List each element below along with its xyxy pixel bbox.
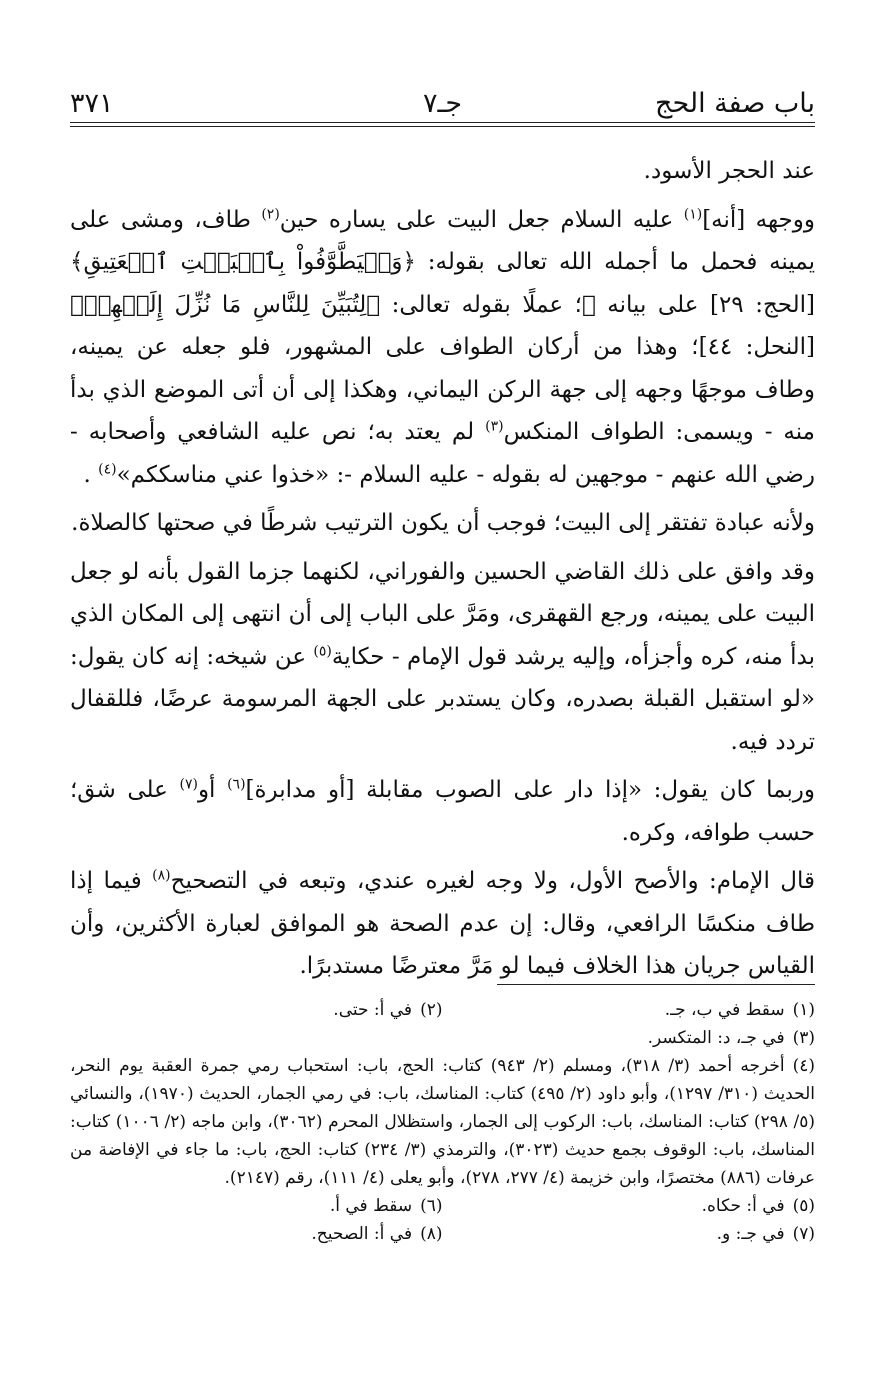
footnote-number: (٥) — [792, 1196, 815, 1216]
text-run: لم يعتد به؛ نص عليه الشافعي وأصحابه - رضي الله عنهم - موجهين له بقوله - عليه السلام -: «خذوا عني مناسككم» — [70, 419, 815, 488]
footnote-marker[interactable]: (٥) — [313, 642, 332, 659]
footnote-marker[interactable]: (٨) — [152, 867, 171, 884]
footnote-number: (٧) — [792, 1224, 815, 1244]
footnote-text: في أ: حكاه. — [701, 1196, 785, 1216]
page-number: ٣٧١ — [70, 88, 114, 119]
running-header — [70, 78, 815, 122]
footnote-marker[interactable]: (١) — [683, 205, 703, 222]
footnote-text: في أ: حتى. — [333, 1000, 413, 1020]
text-run: ووجهه [أنه] — [702, 206, 815, 233]
paragraph — [70, 199, 815, 497]
footnote-marker[interactable]: (٢) — [261, 205, 280, 222]
main-text — [70, 150, 815, 994]
text-run: فيما إذا طاف منكسًا الرافعي، وقال: إن عدم الصحة هو الموافق لعبارة الأكثرين، وأن القياس جريان هذا الخلاف فيما لو مَرَّ معترضًا مستدبرًا. — [70, 868, 815, 979]
footnote — [443, 1220, 816, 1248]
footnote-text: في أ: الصحيح. — [311, 1224, 413, 1244]
footnote-separator — [497, 984, 815, 985]
footnote — [70, 1024, 815, 1052]
text-run: طاف، ومشى على يمينه فحمل ما أجمله الله تعالى بقوله: ﴿وَلۡيَطَّوَّفُواْ بِٱلۡبَيۡتِ ٱلۡعَتِيقِ﴾ [الحج: ٢٩] على بيانه ﷺ؛ عملًا بقوله تعالى: ﴿لِتُبَيِّنَ لِلنَّاسِ مَا نُزِّلَ إِلَيۡهِمۡ﴾ [النحل: ٤٤]؛ وهذا من أركان الطواف على المشهور، فلو جعله عن يمينه، وطاف موجهًا وجهه إلى جهة الركن اليماني، وهكذا إلى أن أتى الموضع الذي بدأ منه - ويسمى: الطواف المنكس — [70, 206, 816, 445]
footnote-row — [70, 1220, 815, 1248]
footnote-text: سقط في ب، جـ. — [664, 1000, 785, 1020]
text-run: أو — [197, 777, 228, 803]
text-run: عن شيخه: إنه كان يقول: «لو استقبل القبلة بصدره، وكان يستدبر على الجهة المرسومة عرضًا، فللقفال تردد فيه. — [70, 643, 815, 755]
footnote-text: في جـ: و. — [716, 1224, 785, 1244]
paragraph — [70, 551, 815, 764]
header-rule — [70, 122, 815, 127]
footnote-marker[interactable]: (٣) — [485, 418, 504, 435]
footnote-number: (٨) — [420, 1224, 443, 1244]
footnote-number: (١) — [792, 1000, 815, 1020]
paragraph — [70, 502, 815, 545]
footnote — [443, 1192, 816, 1220]
footnote-marker[interactable]: (٤) — [98, 460, 117, 477]
footnote — [70, 1220, 443, 1248]
text-run: وربما كان يقول: «إذا دار على الصوب مقابلة [أو مدابرة] — [245, 777, 815, 803]
volume-label: جـ٧ — [422, 88, 463, 119]
footnote — [70, 1192, 443, 1220]
footnote — [70, 1052, 815, 1192]
paragraph — [70, 150, 815, 193]
text-run: عليه السلام جعل البيت على يساره حين — [279, 206, 684, 233]
text-run: وقد وافق على ذلك القاضي الحسين والفوراني، لكنهما جزما القول بأنه لو جعل البيت على يمينه، ورجع القهقرى، ومَرَّ على الباب إلى أن انتهى إلى المكان الذي بدأ منه، كره وأجزأه، وإليه يرشد قول الإمام - حكاية — [70, 558, 815, 670]
footnote — [443, 996, 816, 1024]
footnote-number: (٦) — [420, 1196, 443, 1216]
footnote — [70, 996, 443, 1024]
footnotes — [70, 996, 815, 1248]
text-run: ولأنه عبادة تفتقر إلى البيت؛ فوجب أن يكون الترتيب شرطًا في صحتها كالصلاة. — [71, 510, 815, 536]
paragraph — [70, 769, 815, 854]
footnote-number: (٣) — [792, 1028, 815, 1048]
text-run: على شق؛ حسب طوافه، وكره. — [70, 777, 815, 846]
footnote-number: (٢) — [420, 1000, 443, 1020]
footnote-marker[interactable]: (٦) — [227, 776, 246, 793]
footnote-row — [70, 996, 815, 1024]
footnote-marker[interactable]: (٧) — [179, 776, 198, 793]
text-run: قال الإمام: والأصح الأول، ولا وجه لغيره عندي، وتبعه في التصحيح — [170, 868, 815, 894]
footnote-text: في جـ، د: المتكسر. — [647, 1028, 785, 1048]
footnote-number: (٤) — [792, 1056, 816, 1076]
paragraph — [70, 860, 815, 988]
footnote-row — [70, 1192, 815, 1220]
text-run: . — [83, 461, 99, 488]
footnote-text: سقط في أ. — [329, 1196, 413, 1216]
chapter-title: باب صفة الحج — [655, 88, 815, 119]
text-run: عند الحجر الأسود. — [643, 158, 815, 184]
footnote-text: أخرجه أحمد (٣/ ٣١٨)، ومسلم (٢/ ٩٤٣) كتاب: الحج، باب: استحباب رمي جمرة العقبة يوم النحر، الحديث (٣١٠/ ١٢٩٧)، وأبو داود (٢/ ٤٩٥) كتاب: المناسك، باب: في رمي الجمار، الحديث (١٩٧٠)، والنسائي (٥/ ٢٩٨) كتاب: المناسك، باب: الركوب إلى الجمار، واستظلال المحرم (٣٠٦٢)، وابن ماجه (٢/ ١٠٠٦) كتاب: المناسك، باب: الوقوف بجمع حديث (٣٠٢٣)، والترمذي (٣/ ٢٣٤) كتاب: الحج، باب: ما جاء في الإفاضة من عرفات (٨٨٦) مختصرًا، وابن خزيمة (٤/ ٢٧٧، ٢٧٨)، وأبو يعلى (٤/ ١١١)، رقم (٢١٤٧). — [70, 1056, 816, 1188]
